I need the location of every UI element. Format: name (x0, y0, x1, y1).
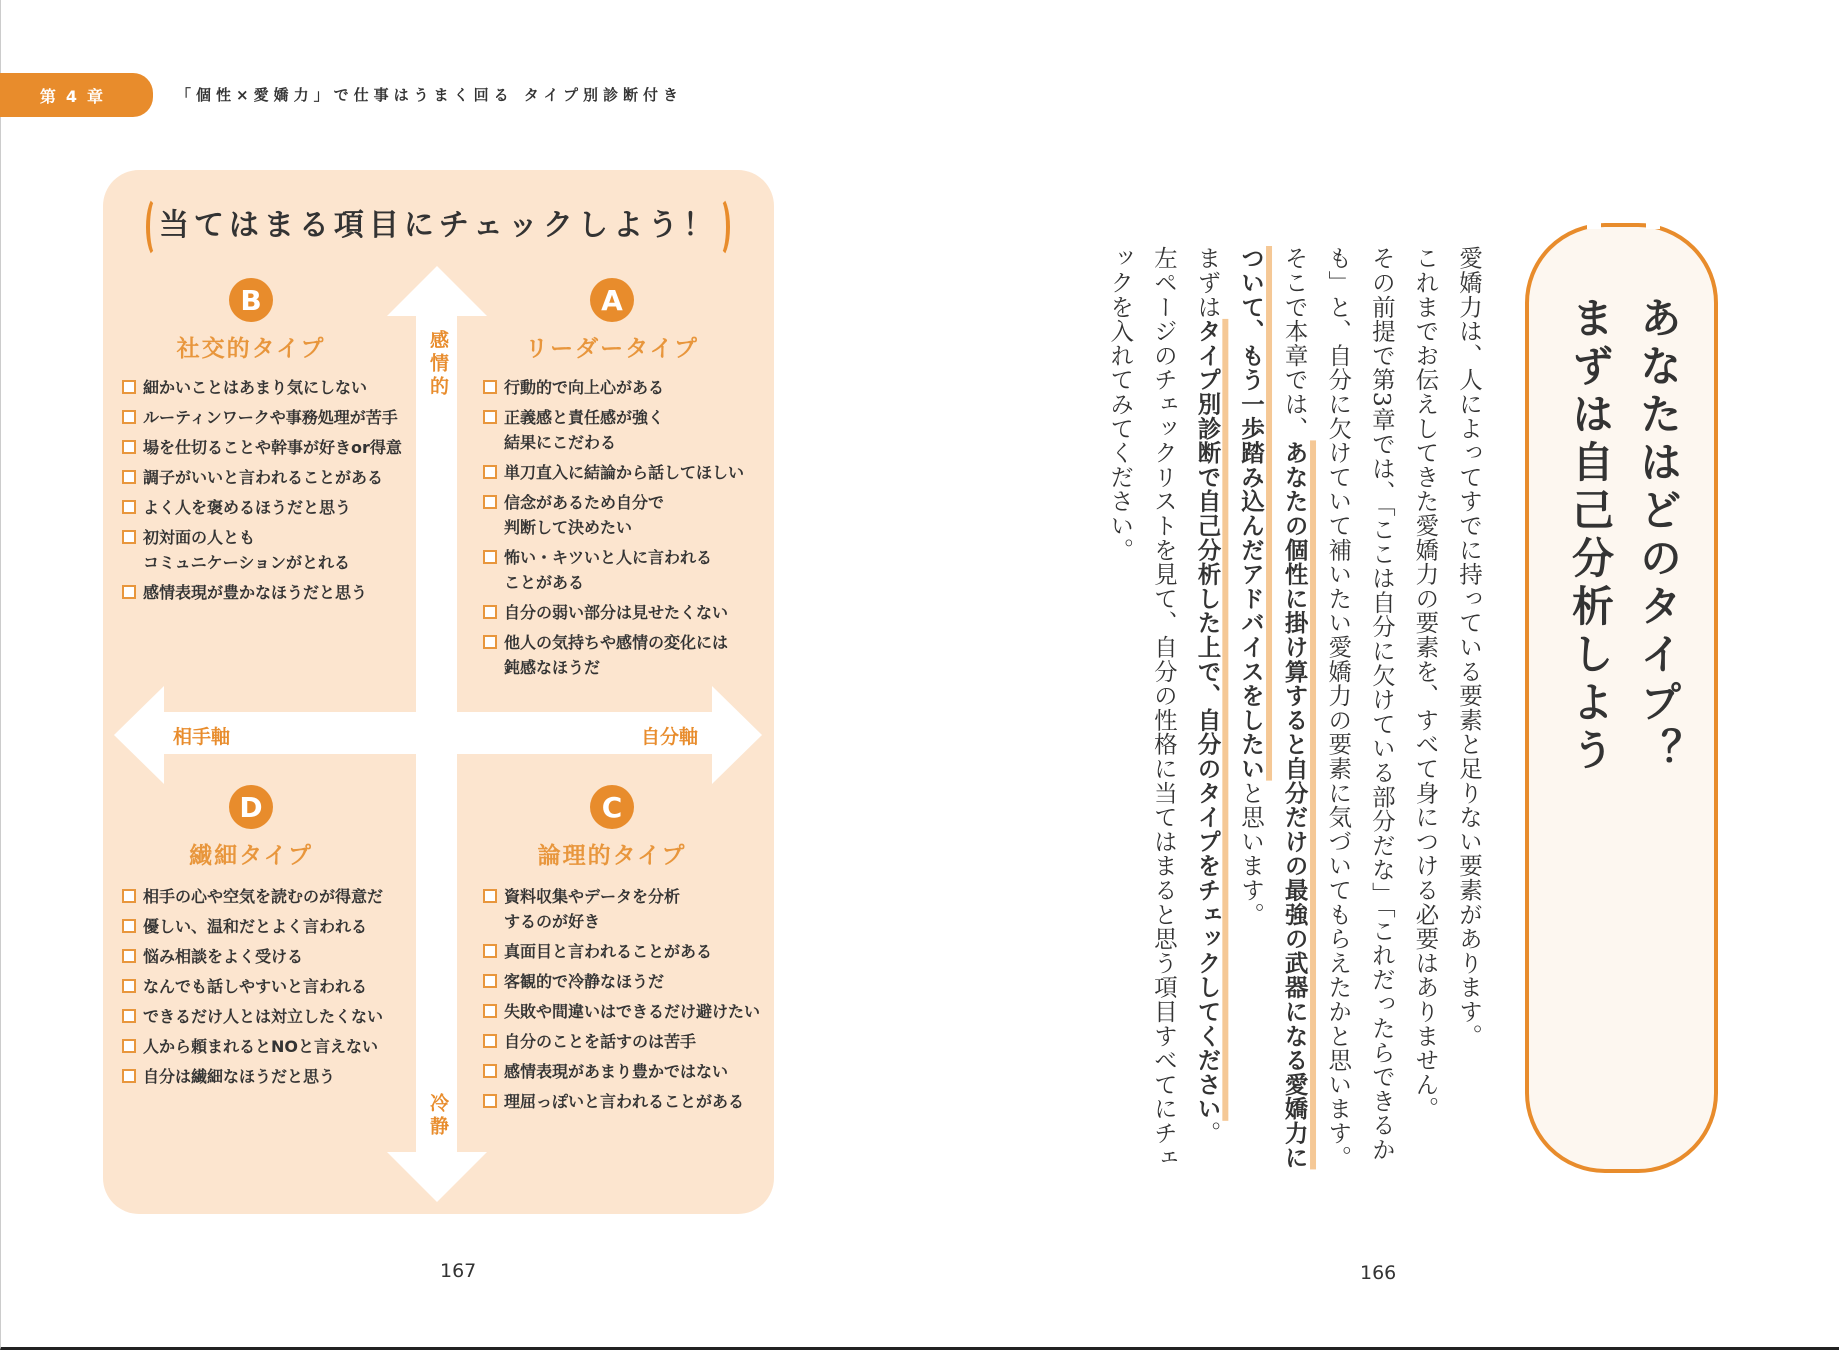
title-box (1525, 223, 1718, 1173)
checklist-item-label: 人から頼まれるとNOと言えない (143, 1037, 378, 1056)
checklist-item-label: 調子がいいと言われることがある (143, 468, 384, 487)
quadrant-b-title: 社交的タイプ (176, 336, 326, 362)
quadrant-a-title: リーダータイプ (525, 336, 699, 362)
checklist-heading: 当てはまる項目にチェックしよう！ (158, 208, 719, 243)
checkbox[interactable] (483, 380, 497, 394)
checkbox[interactable] (122, 380, 136, 394)
checklist-item[interactable] (122, 914, 383, 939)
checklist-item[interactable] (483, 600, 744, 625)
checkbox[interactable] (483, 974, 497, 988)
checklist-item[interactable] (483, 630, 744, 680)
checklist-item[interactable] (483, 460, 744, 485)
checkbox[interactable] (122, 1039, 136, 1053)
quadrant-d-title: 繊細タイプ (189, 843, 313, 869)
checklist-item[interactable] (483, 490, 744, 540)
checkbox[interactable] (483, 1004, 497, 1018)
checkbox[interactable] (483, 1094, 497, 1108)
paragraph (1228, 246, 1315, 1181)
checkbox[interactable] (483, 889, 497, 903)
checkbox[interactable] (122, 1009, 136, 1023)
checklist-item[interactable] (122, 580, 402, 605)
checklist-item[interactable] (483, 884, 760, 934)
checklist-item[interactable] (483, 939, 760, 964)
checkbox[interactable] (122, 919, 136, 933)
checklist-item-label: 行動的で向上心がある (504, 378, 665, 397)
checklist-item[interactable] (122, 465, 402, 490)
checklist-item-label: 失敗や間違いはできるだけ避けたい (504, 1002, 761, 1021)
checkbox[interactable] (122, 440, 136, 454)
checklist-item[interactable] (122, 405, 402, 430)
quadrant-c-title: 論理的タイプ (537, 843, 687, 869)
highlighted-text: あなたの個性に掛け算すると自分だけの最強の武器になる愛嬌力について、もう一歩踏み込んだアドバイスをしたい (1237, 246, 1309, 1170)
checklist-item-label: 悩み相談をよく受ける (143, 947, 304, 966)
quadrant-d-badge: D (229, 785, 273, 829)
checklist-item[interactable] (483, 1059, 760, 1084)
paragraph-text: そこで本章では、 (1280, 246, 1309, 441)
checklist-item-label: 初対面の人とも コミュニケーションがとれる (143, 528, 351, 572)
checklist-item[interactable] (122, 495, 402, 520)
checklist-item-label: 他人の気持ちや感情の変化には 鈍感なほうだ (504, 633, 729, 677)
checklist-item-label: 自分の弱い部分は見せたくない (504, 603, 729, 622)
checklist-item[interactable] (483, 545, 744, 595)
paragraph: 愛嬌力は、人によってすでに持っている要素と足りない要素があります。 (1455, 246, 1483, 1048)
axis-label-top: 感情的 (427, 330, 449, 399)
checkbox[interactable] (122, 949, 136, 963)
checkbox[interactable] (483, 465, 497, 479)
axis-label-right: 自分軸 (641, 726, 699, 748)
checkbox[interactable] (122, 410, 136, 424)
quadrant-c-badge: C (590, 785, 634, 829)
checklist-item[interactable] (122, 1064, 383, 1089)
checklist-item-label: 正義感と責任感が強く 結果にこだわる (504, 408, 665, 452)
checklist-item-label: 自分は繊細なほうだと思う (143, 1067, 336, 1086)
arrow-up-icon (387, 266, 487, 316)
paragraph: 左ページのチェックリストを見て、自分の性格に当てはまると思う項目すべてにチェックを入れてみてください。 (1106, 246, 1178, 1170)
checklist-item[interactable] (483, 1089, 760, 1114)
checkbox[interactable] (122, 530, 136, 544)
checklist-item[interactable] (122, 525, 402, 575)
horizontal-axis-arrow (160, 712, 720, 754)
checkbox[interactable] (122, 585, 136, 599)
paragraph (1185, 246, 1229, 1181)
checklist-item-label: 真面目と言われることがある (504, 942, 713, 961)
checklist-item-label: 感情表現があまり豊かではない (504, 1062, 729, 1081)
title-box-gap (1587, 221, 1601, 229)
running-header: 「個性×愛嬌力」で仕事はうまく回る タイプ別診断付き (176, 86, 684, 104)
checklist-item[interactable] (122, 944, 383, 969)
checklist-item[interactable] (483, 969, 760, 994)
checklist-item-label: ルーティンワークや事務処理が苦手 (143, 408, 398, 427)
body-text (1050, 246, 1490, 1181)
paragraph: これまでお伝えしてきた愛嬌力の要素を、すべて身につける必要はありません。 (1411, 246, 1440, 1121)
checklist-item[interactable] (122, 375, 402, 400)
checklist-item-label: 自分のことを話すのは苦手 (504, 1032, 697, 1051)
quadrant-a-badge: A (590, 278, 634, 322)
checkbox[interactable] (122, 1069, 136, 1083)
checklist-item[interactable] (122, 974, 383, 999)
arrow-left-icon (114, 686, 164, 784)
checkbox[interactable] (483, 410, 497, 424)
checklist-item[interactable] (122, 435, 402, 460)
quadrant-b-badge: B (229, 278, 273, 322)
checkbox[interactable] (483, 1034, 497, 1048)
checkbox[interactable] (122, 500, 136, 514)
checklist-item-label: 単刀直入に結論から話してほしい (504, 463, 745, 482)
checkbox[interactable] (122, 889, 136, 903)
checklist-item-label: 細かいことはあまり気にしない (143, 378, 368, 397)
page-number-left: 167 (440, 1260, 477, 1282)
checklist-item[interactable] (483, 1029, 760, 1054)
chapter-tab: 第4章 (0, 73, 153, 117)
checkbox[interactable] (483, 944, 497, 958)
checklist-item-label: 理屈っぽいと言われることがある (504, 1092, 745, 1111)
checklist-item-label: 客観的で冷静なほうだ (504, 972, 665, 991)
quadrant-d-checklist (122, 884, 383, 1094)
paragraph-text: まずは (1193, 246, 1222, 319)
highlighted-text: タイプ別診断で自己分析した上で、自分のタイプをチェックしてください (1193, 318, 1222, 1121)
arrow-right-icon (712, 686, 762, 784)
checkbox[interactable] (483, 495, 497, 509)
axis-label-left: 相手軸 (173, 726, 231, 748)
page-number-right: 166 (1360, 1262, 1397, 1284)
checkbox[interactable] (483, 1064, 497, 1078)
checklist-item-label: なんでも話しやすいと言われる (143, 977, 368, 996)
checkbox[interactable] (122, 470, 136, 484)
checklist-item[interactable] (122, 1004, 383, 1029)
title-box-gap (1646, 221, 1660, 229)
paragraph: その前提で第3章では、「ここは自分に欠けている部分だな」「これだったらできるかも」と、自分に欠けていて補いたい愛嬌力の要素に気づいてもらえたかと思います。 (1324, 246, 1396, 1170)
title-line-2: まずは自己分析しよう (1566, 296, 1615, 776)
checklist-item-label: 相手の心や空気を読むのが得意だ (143, 887, 384, 906)
checklist-item[interactable] (483, 405, 744, 455)
paragraph-text: と思います。 (1237, 780, 1266, 927)
checklist-item-label: 資料収集やデータを分析 するのが好き (504, 887, 681, 931)
checklist-item[interactable] (483, 999, 760, 1024)
checklist-item-label: 場を仕切ることや幹事が好きor得意 (143, 438, 402, 457)
checkbox[interactable] (483, 635, 497, 649)
checklist-item-label: 信念があるため自分で 判断して決めたい (504, 493, 665, 537)
paragraph-text: 。 (1193, 1120, 1222, 1146)
checkbox[interactable] (122, 979, 136, 993)
checklist-item-label: 感情表現が豊かなほうだと思う (143, 583, 368, 602)
title-line-1: あなたはどのタイプ？ (1634, 296, 1683, 776)
checklist-item-label: よく人を褒めるほうだと思う (143, 498, 352, 517)
quadrant-c-checklist (483, 884, 760, 1119)
checklist-item-label: 優しい、温和だとよく言われる (143, 917, 368, 936)
quadrant-a-checklist (483, 375, 744, 685)
axis-label-bottom: 冷静 (427, 1093, 449, 1139)
checklist-item-label: 怖い・キツいと人に言われる ことがある (504, 548, 713, 592)
quadrant-b-checklist (122, 375, 402, 610)
checkbox[interactable] (483, 605, 497, 619)
checklist-item[interactable] (122, 884, 383, 909)
checkbox[interactable] (483, 550, 497, 564)
arrow-down-icon (387, 1152, 487, 1202)
checklist-item-label: できるだけ人とは対立したくない (143, 1007, 384, 1026)
checklist-item[interactable] (122, 1034, 383, 1059)
checklist-item[interactable] (483, 375, 744, 400)
